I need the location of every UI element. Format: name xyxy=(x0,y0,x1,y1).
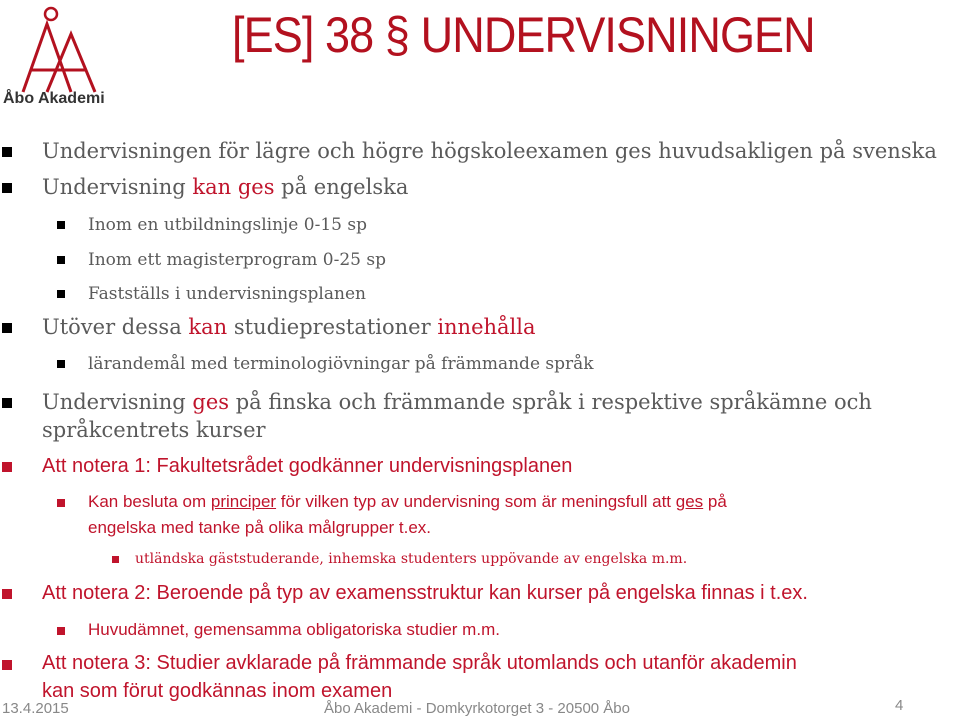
highlight-text: kan ges xyxy=(192,175,275,199)
highlight-text: kan xyxy=(188,315,228,339)
underlined-text: principer xyxy=(210,492,277,511)
bullet-marker xyxy=(57,221,65,229)
text-segment: Utöver dessa xyxy=(42,315,189,339)
bullet-marker xyxy=(2,589,12,599)
bullet-item-continuation: kan som förut godkännas inom examen xyxy=(42,680,393,702)
bullet-marker xyxy=(57,627,65,635)
text-segment: på finska och främmande språk i respektive språkämne och xyxy=(229,390,872,414)
bullet-item xyxy=(42,390,872,414)
bullet-item xyxy=(42,175,408,199)
sub-bullet-item xyxy=(88,492,727,512)
bullet-item xyxy=(42,315,536,339)
bullet-item: Att notera 1: Fakultetsrådet godkänner undervisningsplanen xyxy=(42,455,573,477)
bullet-marker xyxy=(57,360,65,368)
footer-address: Åbo Akademi - Domkyrkotorget 3 - 20500 Åbo xyxy=(324,700,630,717)
sub-bullet-item: lärandemål med terminologiövningar på främmande språk xyxy=(88,354,594,374)
highlight-text: innehålla xyxy=(437,315,536,339)
underlined-text: ges xyxy=(675,492,704,511)
bullet-item: Undervisningen för lägre och högre högskoleexamen ges huvudsakligen på svenska xyxy=(42,139,937,163)
bullet-marker xyxy=(57,499,65,507)
logo-text: Åbo Akademi xyxy=(3,90,105,107)
text-segment: på engelska xyxy=(274,175,409,199)
text-segment: Undervisning xyxy=(42,175,193,199)
bullet-item-continuation: språkcentrets kurser xyxy=(42,418,266,442)
sub-sub-bullet-item: utländska gäststuderande, inhemska studenters uppövande av engelska m.m. xyxy=(135,551,688,567)
sub-bullet-item: Huvudämnet, gemensamma obligatoriska studier m.m. xyxy=(88,620,500,639)
sub-bullet-item: Inom en utbildningslinje 0-15 sp xyxy=(88,215,367,235)
sub-bullet-item-continuation: engelska med tanke på olika målgrupper t.ex. xyxy=(88,518,432,537)
bullet-marker xyxy=(2,323,12,333)
text-segment: Undervisning xyxy=(42,390,193,414)
bullet-item: Att notera 3: Studier avklarade på främmande språk utomlands och utanför akademin xyxy=(42,652,797,674)
bullet-marker xyxy=(2,183,12,193)
highlight-text: ges xyxy=(192,390,230,414)
bullet-marker xyxy=(2,660,12,670)
text-segment: för vilken typ av undervisning som är meningsfull att xyxy=(276,492,676,511)
text-segment: på xyxy=(703,492,727,511)
sub-bullet-item: Fastställs i undervisningsplanen xyxy=(88,284,366,304)
bullet-marker xyxy=(57,256,65,264)
bullet-marker xyxy=(2,398,12,408)
text-segment: Kan besluta om xyxy=(88,492,211,511)
text-segment: studieprestationer xyxy=(227,315,438,339)
bullet-marker xyxy=(2,147,12,157)
bullet-item: Att notera 2: Beroende på typ av examensstruktur kan kurser på engelska finnas i t.ex. xyxy=(42,582,808,604)
bullet-marker xyxy=(2,462,12,472)
bullet-marker xyxy=(112,556,119,563)
sub-bullet-item: Inom ett magisterprogram 0-25 sp xyxy=(88,250,386,270)
bullet-marker xyxy=(57,290,65,298)
page-title: [ES] 38 § UNDERVISNINGEN xyxy=(232,7,815,63)
page-number: 4 xyxy=(895,697,904,714)
footer-date: 13.4.2015 xyxy=(2,700,69,717)
